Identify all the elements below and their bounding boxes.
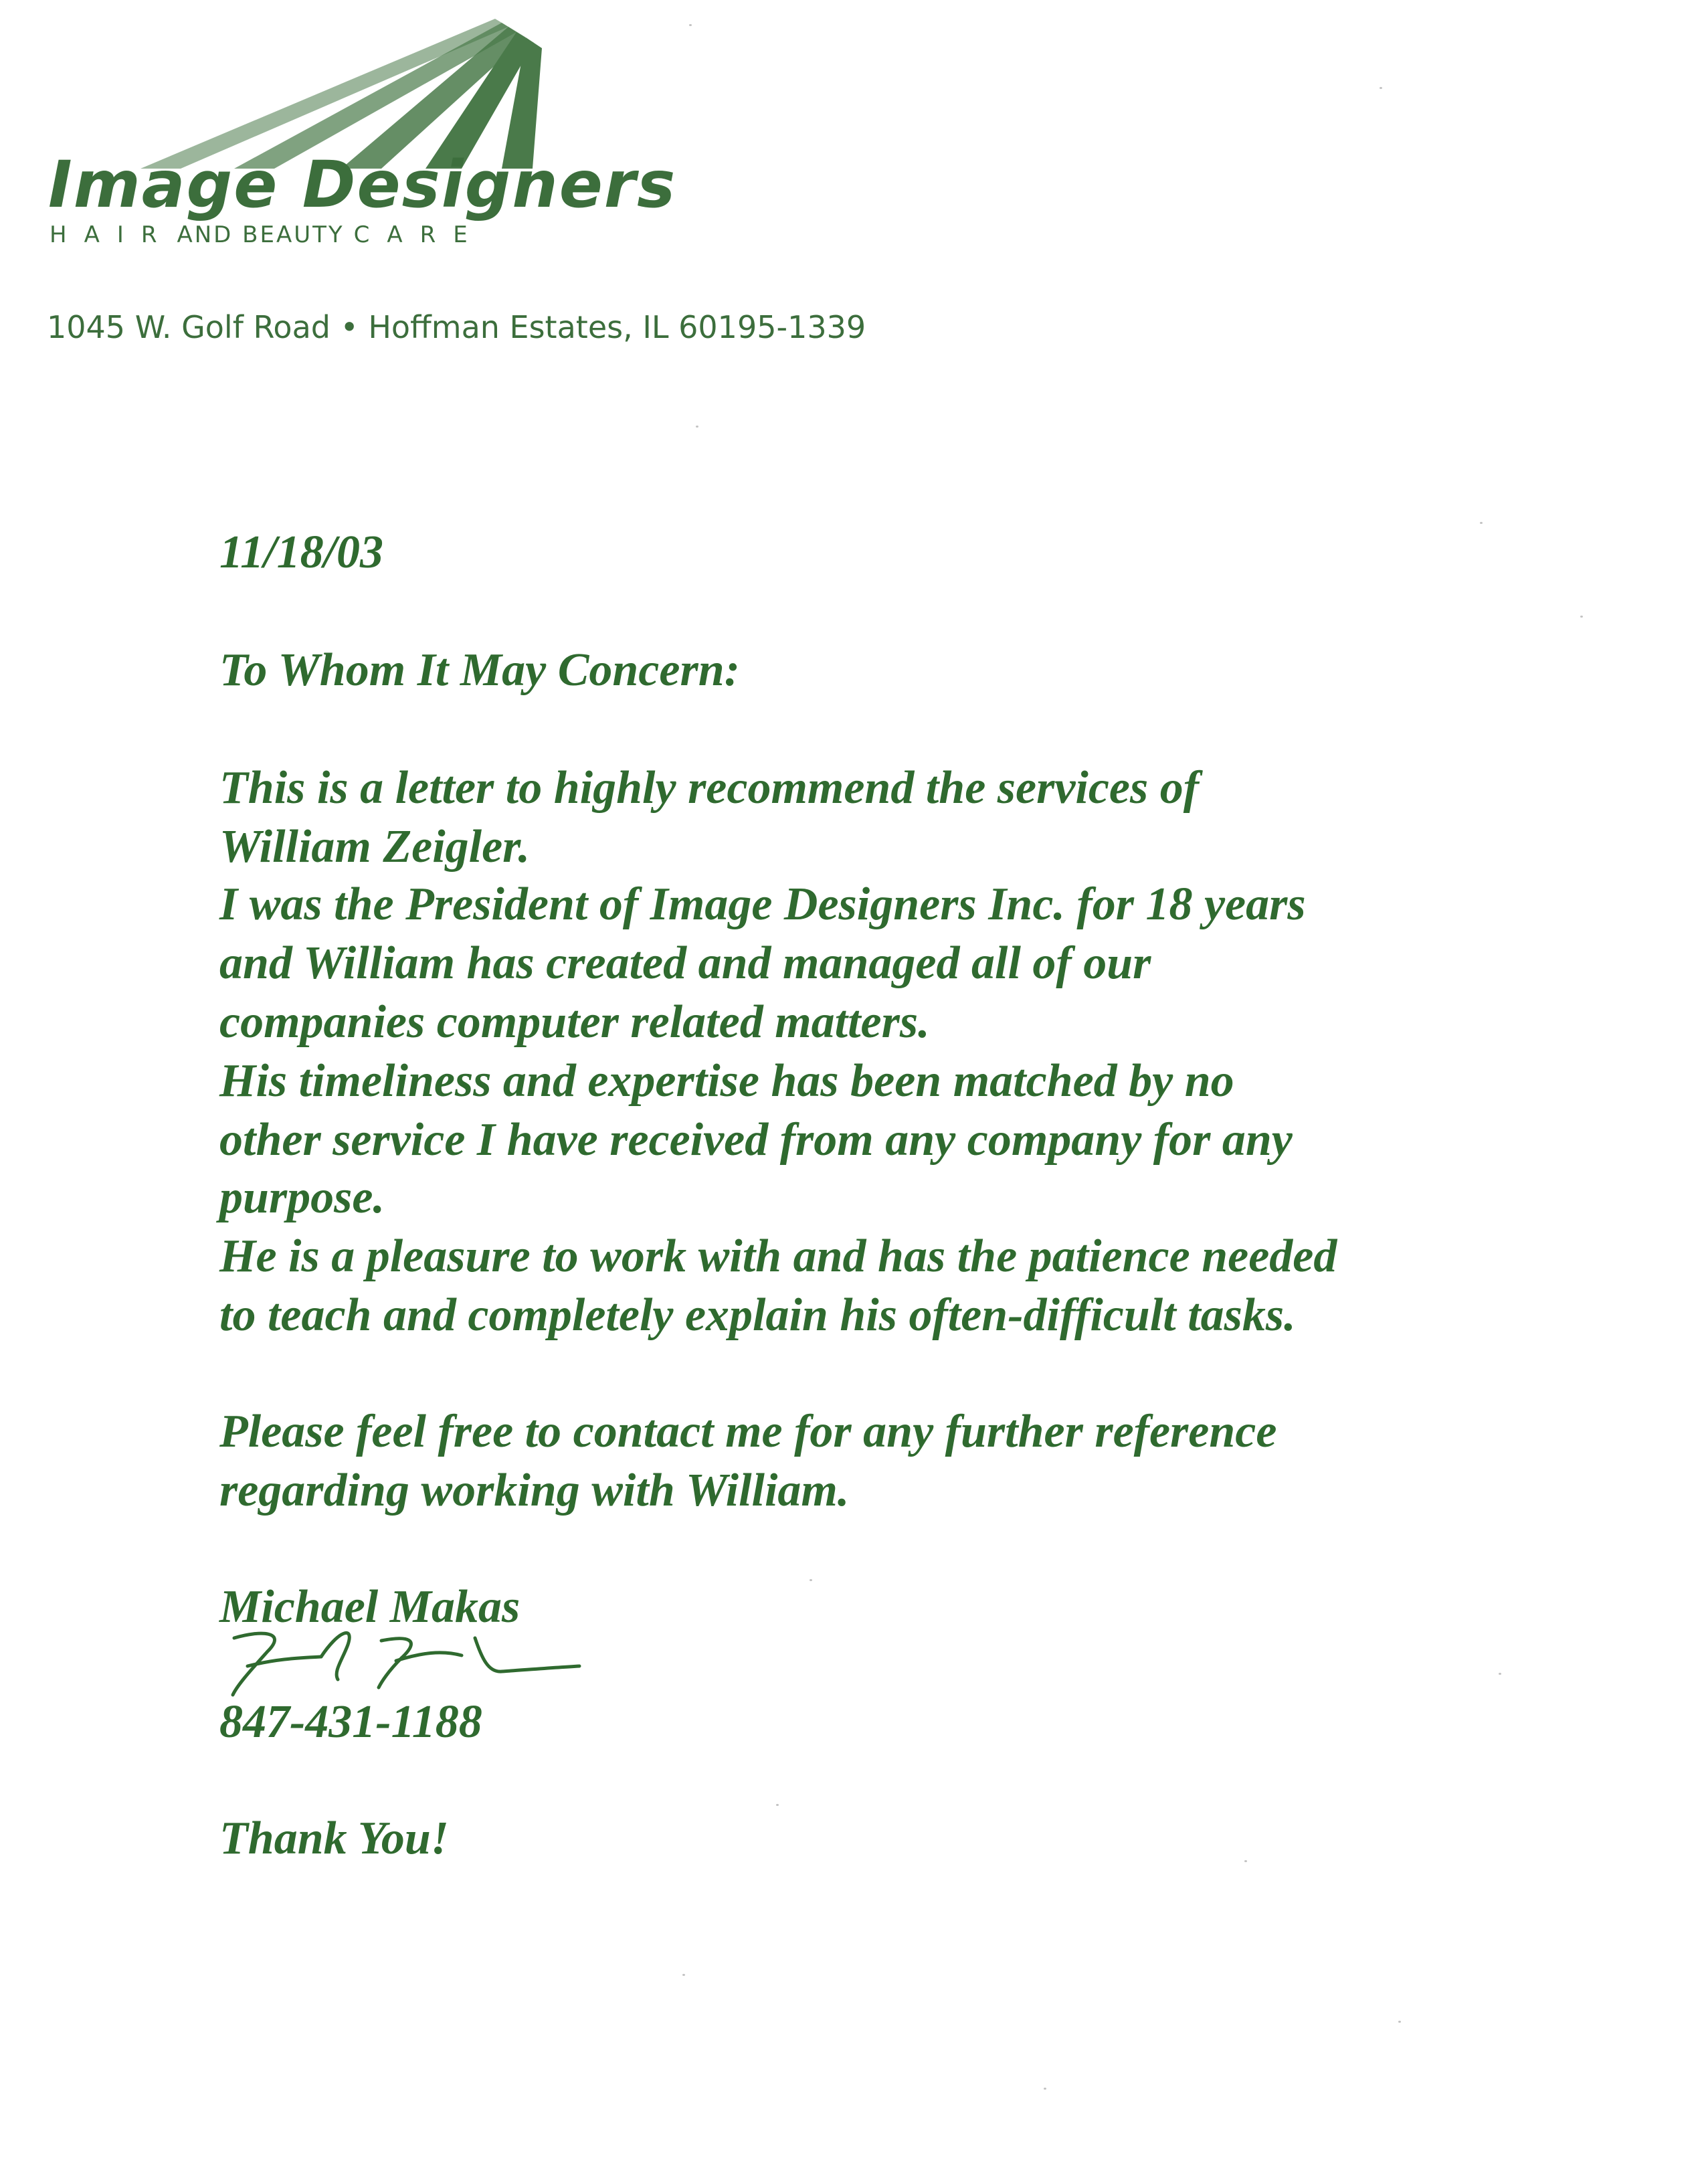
letter-salutation: To Whom It May Concern:	[219, 644, 740, 696]
scan-speck	[1244, 1860, 1247, 1862]
paragraph-1-line: His timeliness and expertise has been matched by no	[219, 1055, 1234, 1107]
paragraph-1-line: I was the President of Image Designers Inc. for 18 years	[219, 879, 1306, 930]
tagline-middle: AND BEAUTY	[177, 221, 345, 248]
paragraph-2-line: Please feel free to contact me for any further reference	[219, 1406, 1277, 1457]
paragraph-1-line: purpose.	[219, 1172, 385, 1223]
scan-speck	[689, 24, 692, 26]
paragraph-2-line: regarding working with William.	[219, 1465, 850, 1516]
scan-speck	[696, 426, 698, 428]
scan-speck	[1580, 616, 1583, 618]
paragraph-1-line: He is a pleasure to work with and has the patience needed	[219, 1231, 1337, 1282]
scan-speck	[1398, 2021, 1401, 2023]
paragraph-1-line: and William has created and managed all of our	[219, 937, 1151, 989]
signer-phone: 847-431-1188	[219, 1696, 482, 1748]
letter-closing: Thank You!	[219, 1813, 450, 1864]
paragraph-1-line: William Zeigler.	[219, 821, 531, 873]
scan-speck	[1044, 2088, 1046, 2090]
paragraph-1-line: companies computer related matters.	[219, 996, 930, 1048]
paragraph-1-line: to teach and completely explain his often-difficult tasks.	[219, 1289, 1296, 1341]
scan-speck	[810, 1579, 812, 1581]
company-address: 1045 W. Golf Road • Hoffman Estates, IL 60195-1339	[47, 309, 866, 345]
tagline-right: CARE	[353, 221, 485, 248]
scan-speck	[1480, 522, 1483, 524]
tagline-left: HAIR	[50, 221, 175, 248]
company-tagline	[50, 223, 485, 246]
letter-date: 11/18/03	[219, 527, 384, 578]
scan-speck	[1499, 1673, 1501, 1675]
paragraph-1-line: This is a letter to highly recommend the services of	[219, 762, 1200, 814]
company-name: Image Designers	[48, 147, 677, 222]
scan-speck	[776, 1804, 779, 1806]
paragraph-1-line: other service I have received from any company for any	[219, 1114, 1293, 1166]
scan-speck	[1380, 87, 1382, 89]
scan-speck	[682, 1974, 685, 1976]
handwritten-signature	[221, 1618, 582, 1712]
signer-name: Michael Makas	[219, 1581, 520, 1633]
